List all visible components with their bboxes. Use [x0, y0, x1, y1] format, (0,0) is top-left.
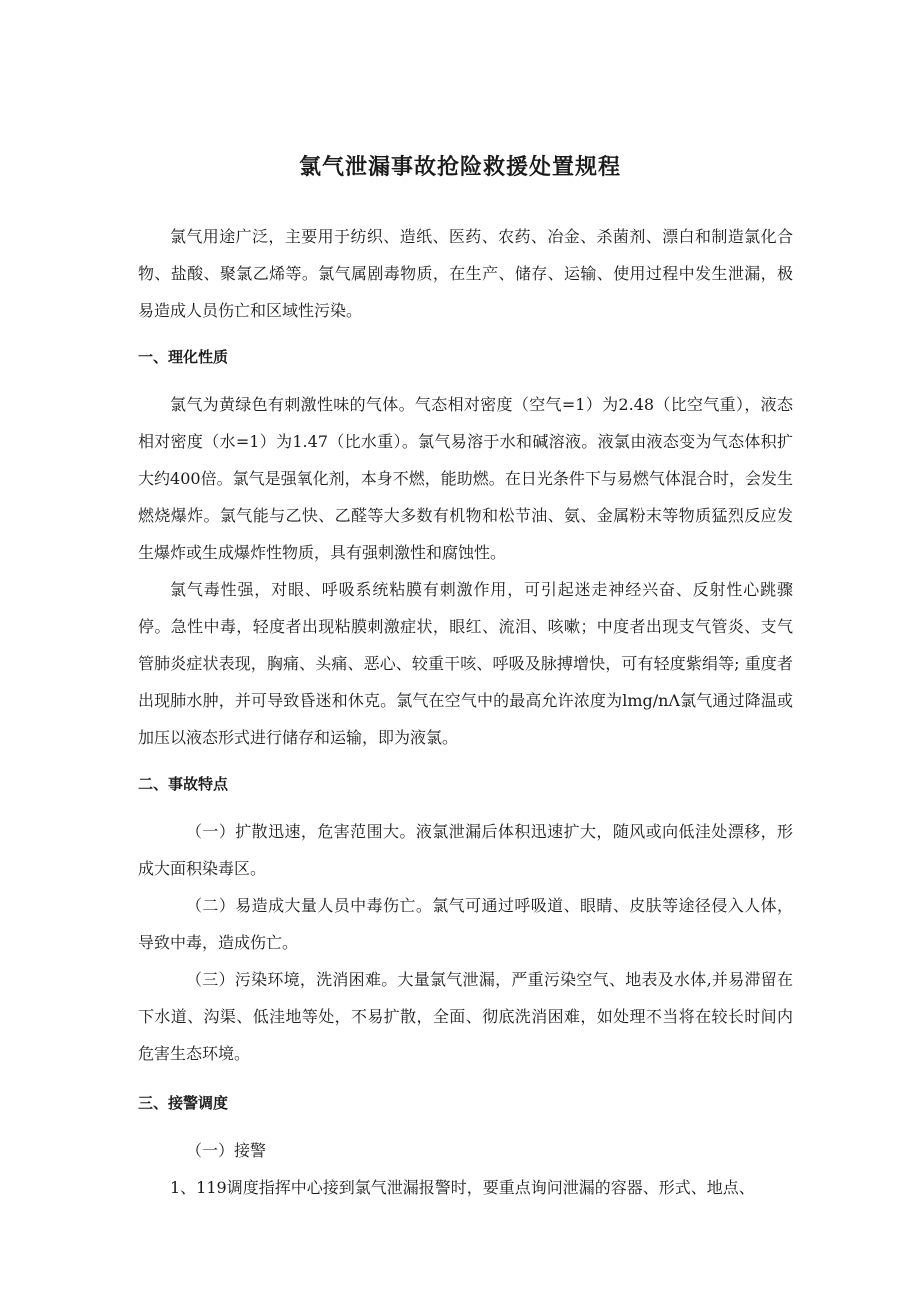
subheading-alarm: （一）接警 — [186, 1141, 267, 1160]
paragraph-dispatch-1: 1、119调度指挥中心接到氯气泄漏报警时，要重点询问泄漏的容器、形式、地点、 — [170, 1178, 755, 1197]
page-title: 氯气泄漏事故抢险救援处置规程 — [298, 155, 621, 180]
paragraph-feature-1: （一）扩散迅速，危害范围大。液氯泄漏后体积迅速扩大，随风或向低洼处漂移，形成大面积染毒区。 — [138, 822, 793, 878]
paragraph-properties-1: 氯气为黄绿色有刺激性味的气体。气态相对密度（空气=1）为2.48（比空气重），液态相对密度（水=1）为1.47（比水重）。氯气易溶于水和碱溶液。液氯由液态变为气态体积扩大约400倍。氯气是强氧化剂，本身不燃，能助燃。在日光条件下与易燃气体混合时，会发生燃烧爆炸。氯气能与乙快、乙醛等大多数有机物和松节油、氨、金属粉末等物质猛烈反应发生爆炸或生成爆炸性物质，具有强刺激性和腐蚀性。 — [138, 395, 793, 562]
section-heading-properties: 一、理化性质 — [138, 348, 229, 366]
document-body — [138, 218, 793, 1206]
paragraph-feature-3: （三）污染环境，洗消困难。大量氯气泄漏，严重污染空气、地表及水体,并易滞留在下水道、沟渠、低洼地等处，不易扩散，全面、彻底洗消困难，如处理不当将在较长时间内危害生态环境。 — [138, 970, 793, 1063]
paragraph-properties-2: 氯气毒性强，对眼、呼吸系统粘膜有刺激作用，可引起迷走神经兴奋、反射性心跳骤停。急性中毒，轻度者出现粘膜刺激症状，眼红、流泪、咳嗽；中度者出现支气管炎、支气管肺炎症状表现，胸痛、头痛、恶心、较重干咳、呼吸及脉搏增快，可有轻度紫绢等; 重度者出现肺水肿，并可导致昏迷和休克。氯气在空气中的最高允许浓度为lmg∕nΛ氯气通过降温或加压以液态形式进行储存和运输，即为液氯。 — [138, 580, 793, 747]
paragraph-feature-2: （二）易造成大量人员中毒伤亡。氯气可通过呼吸道、眼睛、皮肤等途径侵入人体，导致中毒，造成伤亡。 — [138, 896, 793, 952]
section-heading-dispatch: 三、接警调度 — [138, 1094, 229, 1112]
intro-paragraph: 氯气用途广泛，主要用于纺织、造纸、医药、农药、冶金、杀菌剂、漂白和制造氯化合物、盐酸、聚氯乙烯等。氯气属剧毒物质，在生产、储存、运输、使用过程中发生泄漏，极易造成人员伤亡和区域性污染。 — [138, 227, 793, 320]
section-heading-features: 二、事故特点 — [138, 775, 229, 793]
